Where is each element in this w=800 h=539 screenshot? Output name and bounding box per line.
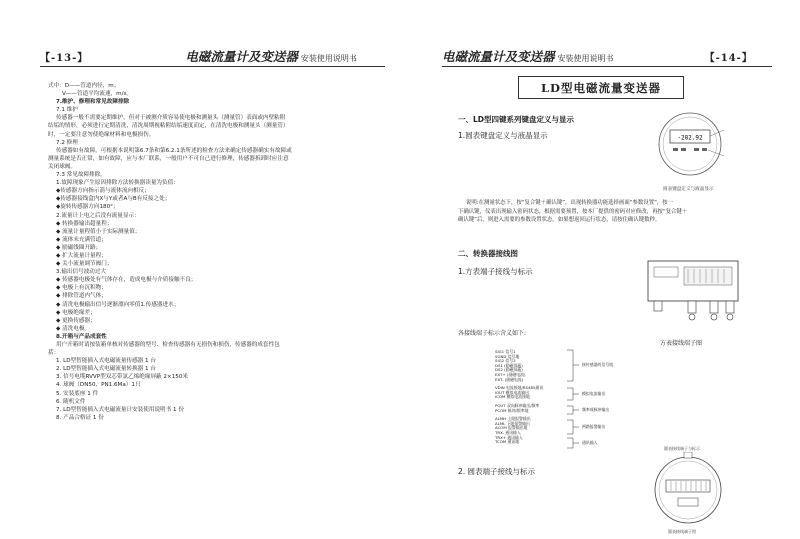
terminal-line: ICOM 模拟电流接地 [495,394,530,400]
text-line: 7. LD型智能插入式电磁流量计安装使用说明书 1 份 [56,406,184,413]
text-line: 关闭球阀。 [48,163,76,170]
terminal-line: TRX+ 通讯输入 [495,434,523,440]
terminal-group [495,417,543,445]
text-line: ◆传感器接线盒内X与Y或者A与B有反接之处； [56,196,171,203]
subheading-round-terminal: 2. 圆表端子接线与标示 [458,467,536,476]
text-line: 3.输出信号波动过大 [56,269,107,276]
left-header [40,46,357,65]
text-line: ◆ 励磁线圈开路； [56,244,102,251]
text-line: 5. 安装底座 1 件 [56,390,99,397]
text-line: 2. LD型智能插入式电磁流量转换器 1 台 [56,366,156,373]
text-line: 8.开箱与产品成套性 [56,333,107,340]
figure-caption-round-bottom: 圆表接线端子图 [668,529,696,534]
text-line: 2.流量计上电之后没有流量显示： [56,212,140,219]
terminal-list [495,350,543,449]
terminal-group [495,350,543,382]
section-heading-wiring: 二、转换器接线图 [458,249,518,258]
figure-caption-keyboard: 圆表键盘定义与液晶显示 [663,187,714,192]
text-line: 1.故障现象产生原因排除方法转换器读量为负值： [56,180,179,187]
group-note-pulse: 频率或脉冲输出 [582,407,610,412]
page-number: 【-13-】 [40,53,89,64]
terminal-line: TCOM 通讯地 [495,439,520,445]
text-line: 6. 随机文件 [56,398,86,405]
text-line: ◆ 更换传感器； [56,317,96,324]
text-line: V——管道平均流速，m/s。 [62,91,133,98]
section-heading-keyboard: 一、LD型四键系列键盘定义与显示 [458,115,575,124]
text-line: ◆ 关小流量调节阀门； [56,261,113,268]
text-line: 4. 球阀（DN50、PN1.6Ma）1只 [56,382,141,389]
text-line: ◆ 传感器电极处有气体存在，造成电极与介质接触不良； [56,277,197,284]
header-subtitle: 安装使用说明书 [557,54,614,63]
text-line: 7.3 常见故障排除。 [56,172,106,179]
terminal-line: SIG1 信号1 [495,349,516,354]
subheading-round-keyboard: 1.圆表键盘定义与液晶显示 [458,131,548,140]
terminal-line: EXT- (励磁电流) [495,376,524,382]
header-subtitle: 安装使用说明书 [300,54,357,63]
group-note-comm: 通讯输入 [582,440,598,445]
page-number: 【-14-】 [704,53,753,64]
terminal-line: EXT+ (励磁电流) [495,371,526,377]
text-line: ◆ 电极绝缘差； [56,309,96,316]
text-line: 结垢的情形，必须进行定期清洗，清洗周期视粘附结垢速度而定，在清洗电极和测量头（测量管） [48,123,289,130]
terminal-line: TRX- 通讯输入 [495,429,521,435]
main-title: LD型电磁流量变送器 [518,76,684,99]
text-line: 传感器一般不需要定期维护，但对于被测介质容易使电极和测量头（测量管）表面或内壁粘附 [56,115,286,122]
text-line: ◆ 清洗电极。 [56,325,91,332]
paragraph-line: 说明:在测量状态下，按“复合键＋确认键”，出现转换器功能选择画面“参数设置”，按一 [466,200,674,206]
terminal-line: VDIN 电流接地/RS485通讯 [495,385,544,391]
text-line: ◆ 电极上有沉积物； [56,285,107,292]
square-meter-figure [640,255,745,335]
text-line: ◆旋转传感器方向180°； [56,204,119,211]
header-title: 电磁流量计及变送器 [442,49,555,64]
text-line: ◆ 扩大流量计量程； [56,252,107,259]
subheading-square-terminal: 1.方表端子接线与标示 [458,267,533,276]
terminal-intro: 各接线端子标示含义如下: [458,330,527,337]
text-line: 7.维护、修理和常见故障排除 [56,99,130,106]
text-line: ◆传感器方向指示箭与流体流向相反； [56,188,150,195]
paragraph-line: 下确认键，仪表出现输入密码状态，根据需要预置，按本厂提供的密码对应修改，再按“复合键＋ [458,208,688,215]
text-line: ◆ 清洗电极输出信号逐渐漂向零值1.传感器进水； [56,301,180,308]
terminal-line: PCOM 脉冲/频率地 [495,407,529,413]
terminal-line: ACOM 报警输出地 [495,425,528,431]
text-line: 测量系统是否正常，如有故障，应与本厂联系，一般用户不可自己进行修理，传感器拆卸时应注意 [48,155,289,162]
terminal-line: ALMH 上限报警输出 [495,416,531,422]
group-note-alarm: 两路报警输出 [582,424,606,429]
terminal-line: SIG2 信号2 [495,358,516,364]
right-header [442,46,753,65]
text-line: ◆ 排除管道内气体； [56,293,107,300]
header-rule [442,66,772,67]
round-terminal-figure [648,452,728,530]
text-line: 时，一定要注意勿使绝缘材料和电极损伤。 [48,131,155,138]
terminal-line: POUT 双向脉冲输出/频率 [495,402,540,408]
text-line: 7.2 修理 [56,139,78,146]
figure-caption-square: 方表接线端子图 [660,340,703,347]
terminal-line: IOUT 模拟电流输出 [495,389,530,395]
group-note-signal: 接传感器的信号线 [582,362,614,367]
text-line: 1. LD型智能插入式电磁流量传感器 1 台 [56,358,156,365]
text-line: ◆ 流量计量程值小于实际测量值； [56,228,141,235]
text-line: ◆ 转换器输出超量程； [56,220,113,227]
text-line: 括： [48,350,60,357]
left-page-body [48,82,378,422]
header-rule [40,66,385,67]
terminal-line: DS2 (励磁屏蔽) [495,367,523,373]
header-title: 电磁流量计及变送器 [185,49,298,64]
terminal-line: ALML 下限报警输出 [495,420,530,426]
figure-caption-round-top: 圆表接线端子与标示 [664,446,700,451]
display-value: -282.92 [677,134,703,142]
terminal-group [495,386,543,400]
paragraph-line: 确认键”后，则进入需要的参数设置状态。如果想返回运行状态，请按住确认键数秒。 [458,217,661,223]
group-note-current: 模拟电流输出 [582,391,606,396]
round-meter-figure [650,106,730,186]
text-line: 传感器如有故障，可根据本说明第6.7条和第6.2.1条所述的检查方法来确定传感器确实有故障或 [56,147,292,154]
text-line: 3. 信号电缆RVVP型双芯带氯乙烯绝缘屏蔽 2×150米 [56,374,188,381]
text-line: 8. 产品合格证 1 份 [56,414,104,421]
text-line: ◆ 流体未充满管道； [56,236,107,243]
text-line: 7.1 维护 [56,107,78,114]
terminal-line: SGND 信号地 [495,353,520,359]
terminal-group [495,404,543,413]
terminal-line: DS1 (励磁屏蔽) [495,362,523,368]
text-line: 式中：D——管道内径，m； [48,83,120,89]
text-line: 用户开箱时请按装箱单核对传感器的型号、检查传感器有无损伤和损伤，传感器的成套性包 [56,342,280,348]
